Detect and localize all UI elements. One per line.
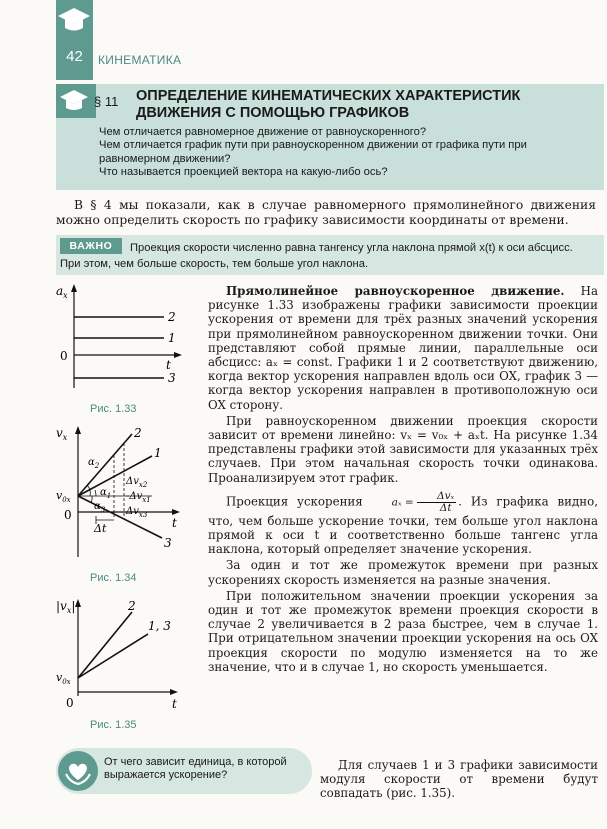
question-item: Что называется проекцией вектора на какую-либо ось? bbox=[99, 165, 388, 178]
alpha-label: $\alpha_2$ bbox=[88, 457, 100, 470]
line-label: 2 bbox=[128, 599, 136, 613]
paragraph-text: При положительном значении проекции ускорения за один и тот же промежуток времени проекция скорости в случае 2 увеличивается в 2 раза быстрее, чем в случае 1. При отрицательном значении проекции ускорения на ось OX проекция скорости по модулю изменяется на то же значение, что и в случае 1, но скорость уменьшается. bbox=[208, 588, 598, 674]
t-axis-arrow bbox=[174, 352, 182, 358]
paragraph-heading: Прямолинейное равноускоренное движение. bbox=[226, 284, 565, 298]
body-paragraph bbox=[208, 491, 598, 557]
paragraph-number: § 11 bbox=[94, 94, 119, 109]
question-item: Чем отличается график пути при равноускоренном движении от графика пути при равномерном движении? bbox=[99, 139, 527, 165]
graduation-cap-icon bbox=[56, 84, 96, 118]
paragraph-title: ОПРЕДЕЛЕНИЕ КИНЕМАТИЧЕСКИХ ХАРАКТЕРИСТИК ДВИЖЕНИЯ С ПОМОЩЬЮ ГРАФИКОВ bbox=[136, 88, 521, 121]
header-tab bbox=[56, 0, 93, 80]
important-text: Проекция скорости численно равна тангенсу угла наклона прямой x(t) к оси абсцисс. При этом, чем больше скорость, тем больше угол наклона. bbox=[60, 242, 573, 270]
paragraph-text: За один и тот же промежуток времени при разных ускорениях скорость изменяется на разные значения. bbox=[208, 558, 598, 587]
v0-label: $v_{0x}$ bbox=[56, 671, 71, 686]
y-label: $v_x$ bbox=[56, 426, 68, 442]
y-label: $|v_x|$ bbox=[56, 599, 76, 615]
line-label: 3 bbox=[168, 371, 176, 385]
body-paragraph bbox=[208, 414, 598, 485]
body-text bbox=[208, 284, 598, 676]
line-label: 2 bbox=[168, 310, 176, 324]
question-item: Чем отличается равномерное движение от равноускоренного? bbox=[99, 126, 427, 138]
y-axis-arrow bbox=[75, 599, 81, 607]
line-label: 1, 3 bbox=[148, 619, 171, 633]
line-label: 1 bbox=[154, 446, 162, 460]
body-paragraph: Для случаев 1 и 3 графики зависимости модуля скорости от времени будут совпадать (рис. 1.35). bbox=[320, 758, 598, 801]
origin-label: 0 bbox=[64, 508, 72, 522]
origin-label: 0 bbox=[66, 696, 74, 710]
formula-lhs: aₓ = bbox=[391, 496, 414, 509]
dv-label: $-\Delta v_{x1}$ bbox=[126, 491, 151, 504]
title-icon-block bbox=[56, 84, 96, 118]
dv-label: $\Delta v_{x3}$ bbox=[126, 506, 148, 519]
acceleration-formula bbox=[374, 491, 457, 514]
heart-hands-icon bbox=[58, 751, 98, 791]
body-paragraph bbox=[208, 284, 598, 412]
figure-1-34 bbox=[56, 425, 206, 565]
formula-denominator: Δt bbox=[439, 501, 452, 514]
t-axis-arrow bbox=[172, 509, 180, 515]
t-label: t bbox=[172, 697, 177, 711]
body-paragraph bbox=[208, 558, 598, 586]
body-paragraph bbox=[208, 589, 598, 674]
line-label: 1 bbox=[168, 331, 176, 345]
paragraph-text: . Из графика видно, что, чем больше ускорение точки, тем больше угол наклона прямой к оси t и соответственно больше тангенс угла наклона, который определяет значение ускорения. bbox=[208, 494, 598, 557]
paragraph-text: При равноускоренном движении проекция скорости зависит от времени линейно: vₓ = v₀ₓ + aₓt. На рисунке 1.34 представлены графики этой зависимости для указанных трёх случаев. При этом начальная скорость точки одинакова. Проанализируем этот график. bbox=[208, 413, 598, 485]
formula-numerator: Δvₓ bbox=[417, 491, 456, 503]
y-label: $a_x$ bbox=[56, 284, 68, 300]
graduation-cap-icon bbox=[56, 0, 93, 46]
t-label: t bbox=[172, 516, 177, 530]
y-axis-arrow bbox=[71, 284, 77, 292]
t-axis-arrow bbox=[170, 689, 178, 695]
angle-arc bbox=[91, 496, 92, 503]
line-label: 3 bbox=[164, 536, 172, 550]
question-text: От чего зависит единица, в которой выражается ускорение? bbox=[104, 756, 287, 781]
intro-paragraph: В § 4 мы показали, как в случае равномерного прямолинейного движения можно определить скорость по графику зависимости координаты от времени. bbox=[56, 198, 596, 227]
section-name: КИНЕМАТИКА bbox=[98, 53, 182, 67]
figure-1-33 bbox=[56, 283, 196, 398]
dv-label: $\Delta v_{x2}$ bbox=[126, 476, 148, 489]
figure-caption: Рис. 1.34 bbox=[90, 572, 137, 584]
alpha-label: $\alpha_3$ bbox=[94, 501, 106, 514]
figure-1-35 bbox=[56, 598, 196, 713]
paragraph-text: Проекция ускорения bbox=[226, 494, 363, 509]
angle-arc bbox=[95, 490, 96, 496]
figure-caption: Рис. 1.35 bbox=[90, 719, 137, 731]
formula-fraction bbox=[417, 491, 456, 514]
alpha-label: $\alpha_1$ bbox=[100, 487, 112, 500]
question-icon-circle bbox=[58, 751, 98, 791]
figure-caption: Рис. 1.33 bbox=[90, 403, 137, 415]
line-1-3 bbox=[78, 634, 148, 678]
y-axis-arrow bbox=[75, 426, 81, 434]
page-number: 42 bbox=[66, 48, 83, 65]
line-label: 2 bbox=[134, 426, 142, 440]
paragraph-text: На рисунке 1.33 изображены графики зависимости проекции ускорения от времени для трёх разных значений ускорения при прямолинейном равноускоренном движении точки. Они представляют собой прямые линии, параллельные оси абсцисс: aₓ = const. Графики 1 и 2 соответствуют движению, когда вектор ускорения направлен вдоль оси OX, график 3 — когда вектор ускорения направлен в противоположную оси OX сторону. bbox=[208, 284, 598, 412]
line-2 bbox=[78, 612, 132, 678]
important-badge: ВАЖНО bbox=[60, 238, 122, 254]
t-label: t bbox=[166, 358, 171, 372]
dt-label: Δt bbox=[94, 522, 107, 535]
review-questions bbox=[99, 126, 594, 179]
v0-label: $v_{0x}$ bbox=[56, 489, 71, 504]
origin-label: 0 bbox=[60, 349, 68, 363]
